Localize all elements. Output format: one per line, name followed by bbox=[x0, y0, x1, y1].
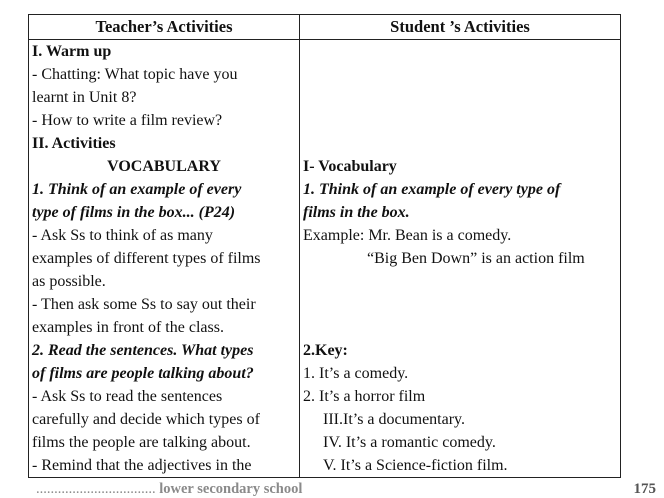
student-activity-line: 2.Key: bbox=[303, 342, 348, 359]
student-activity-line bbox=[303, 86, 617, 109]
student-activity-line bbox=[303, 109, 617, 132]
teacher-activity-line: 1. Think of an example of every bbox=[32, 181, 242, 198]
teacher-activity-line: as possible. bbox=[32, 273, 106, 290]
student-activities-cell bbox=[300, 40, 621, 478]
student-activity-line bbox=[303, 40, 617, 63]
student-activity-line bbox=[303, 63, 617, 86]
teacher-activity-line: I. Warm up bbox=[32, 43, 112, 60]
footer-dots: ................................. bbox=[36, 481, 156, 497]
student-activity-line: 2. It’s a horror film bbox=[303, 388, 426, 405]
teacher-activity-line: II. Activities bbox=[32, 135, 116, 152]
teacher-activity-line: type of films in the box... (P24) bbox=[32, 204, 236, 221]
student-activity-line: 1. It’s a comedy. bbox=[303, 365, 409, 382]
student-activity-line bbox=[303, 132, 617, 155]
table-row bbox=[29, 40, 621, 478]
student-activity-line: films in the box. bbox=[303, 204, 410, 221]
lesson-plan-table bbox=[28, 14, 621, 478]
student-activity-line: “Big Ben Down” is an action film bbox=[367, 250, 585, 267]
teacher-activity-line: of films are people talking about? bbox=[32, 365, 254, 382]
student-activity-line: V. It’s a Science-fiction film. bbox=[323, 457, 508, 474]
teacher-activity-line: - How to write a film review? bbox=[32, 112, 223, 129]
student-activity-line bbox=[303, 293, 617, 316]
page-footer bbox=[36, 481, 656, 498]
student-activity-line: IV. It’s a romantic comedy. bbox=[323, 434, 496, 451]
teacher-activity-line: learnt in Unit 8? bbox=[32, 89, 137, 106]
teacher-activity-line: examples in front of the class. bbox=[32, 319, 224, 336]
header-teacher-activities: Teacher’s Activities bbox=[29, 15, 300, 40]
student-activity-line bbox=[303, 316, 617, 339]
teacher-activity-line: - Remind that the adjectives in the bbox=[32, 457, 252, 474]
table-header-row bbox=[29, 15, 621, 40]
student-activity-line: III.It’s a documentary. bbox=[323, 411, 466, 428]
student-activity-line: I- Vocabulary bbox=[303, 158, 397, 175]
teacher-activity-line: - Ask Ss to read the sentences bbox=[32, 388, 223, 405]
teacher-activity-line: - Ask Ss to think of as many bbox=[32, 227, 213, 244]
footer-school-name: lower secondary school bbox=[159, 481, 303, 497]
teacher-activity-line: carefully and decide which types of bbox=[32, 411, 260, 428]
student-activity-line: 1. Think of an example of every type of bbox=[303, 181, 561, 198]
teacher-activity-line: VOCABULARY bbox=[107, 158, 221, 175]
teacher-activity-line: 2. Read the sentences. What types bbox=[32, 342, 254, 359]
teacher-activity-line: - Chatting: What topic have you bbox=[32, 66, 238, 83]
teacher-activity-line: examples of different types of films bbox=[32, 250, 261, 267]
student-activity-line: Example: Mr. Bean is a comedy. bbox=[303, 227, 512, 244]
teacher-activity-line: - Then ask some Ss to say out their bbox=[32, 296, 256, 313]
teacher-activity-line: films the people are talking about. bbox=[32, 434, 251, 451]
page-number: 175 bbox=[633, 481, 656, 497]
header-student-activities: Student ’s Activities bbox=[300, 15, 621, 40]
student-activity-line bbox=[303, 270, 617, 293]
teacher-activities-cell bbox=[29, 40, 300, 478]
